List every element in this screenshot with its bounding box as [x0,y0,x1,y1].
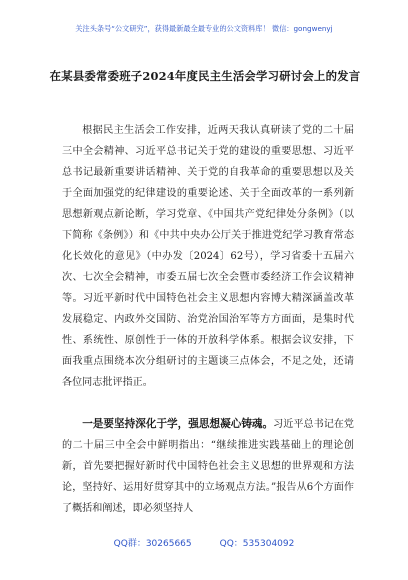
paragraph-intro [62,120,354,393]
document-title: 在某县委常委班子2024年度民主生活会学习研讨会上的发言 [49,69,361,83]
footer-qq-group: QQ群：30265665 [113,539,192,549]
footer-qq-number: QQ：535304092 [219,539,295,549]
paragraph-point-one [62,414,354,519]
footer-contact [0,536,408,549]
paragraph-content [62,414,354,519]
paragraph-lead-heading: 一是要坚持深化于学，强思想凝心铸魂。 [82,418,274,430]
header-banner: 关注头条号“公文研究”，获得最新最全最专业的公文资料库！ 微信：gongwenyj [75,24,333,33]
paragraph-text: 根据民主生活会工作安排，近两天我认真研读了党的二十届三中全会精神、习近平总书记关于党的建设的重要思想、习近平总书记最新重要讲话精神、关于党的自我革命的重要思想以及关于全面加强党的纪律建设的重要论述、关于全面改革的一系列新思想新观点新论断，学习党章、《中国共产党纪律处分条例》（以下简称《条例》）和《中共中央办公厅关于推进党纪学习教育常态化长效化的意见》（中办发〔2024〕62号），学习省委十五届六次、七次全会精神，市委五届七次全会暨市委经济工作会议精神等。习近平新时代中国特色社会主义思想内容博大精深涵盖改革发展稳定、内政外交国防、治党治国治军等方方面面，是集时代性、系统性、原创性于一体的开放科学体系。根据会议安排，下面我重点围绕本次分组研讨的主题谈三点体会，不足之处，还请各位同志批评指正。 [62,125,354,388]
paragraph-text: 习近平总书记在党的二十届三中全会中鲜明指出：“继续推进实践基础上的理论创新，首先要把握好新时代中国特色社会主义思想的世界观和方法论，坚持好、运用好贯穿其中的立场观点方法。”报告从6个方面作了概括和阐述，即必须坚持人 [62,419,355,514]
